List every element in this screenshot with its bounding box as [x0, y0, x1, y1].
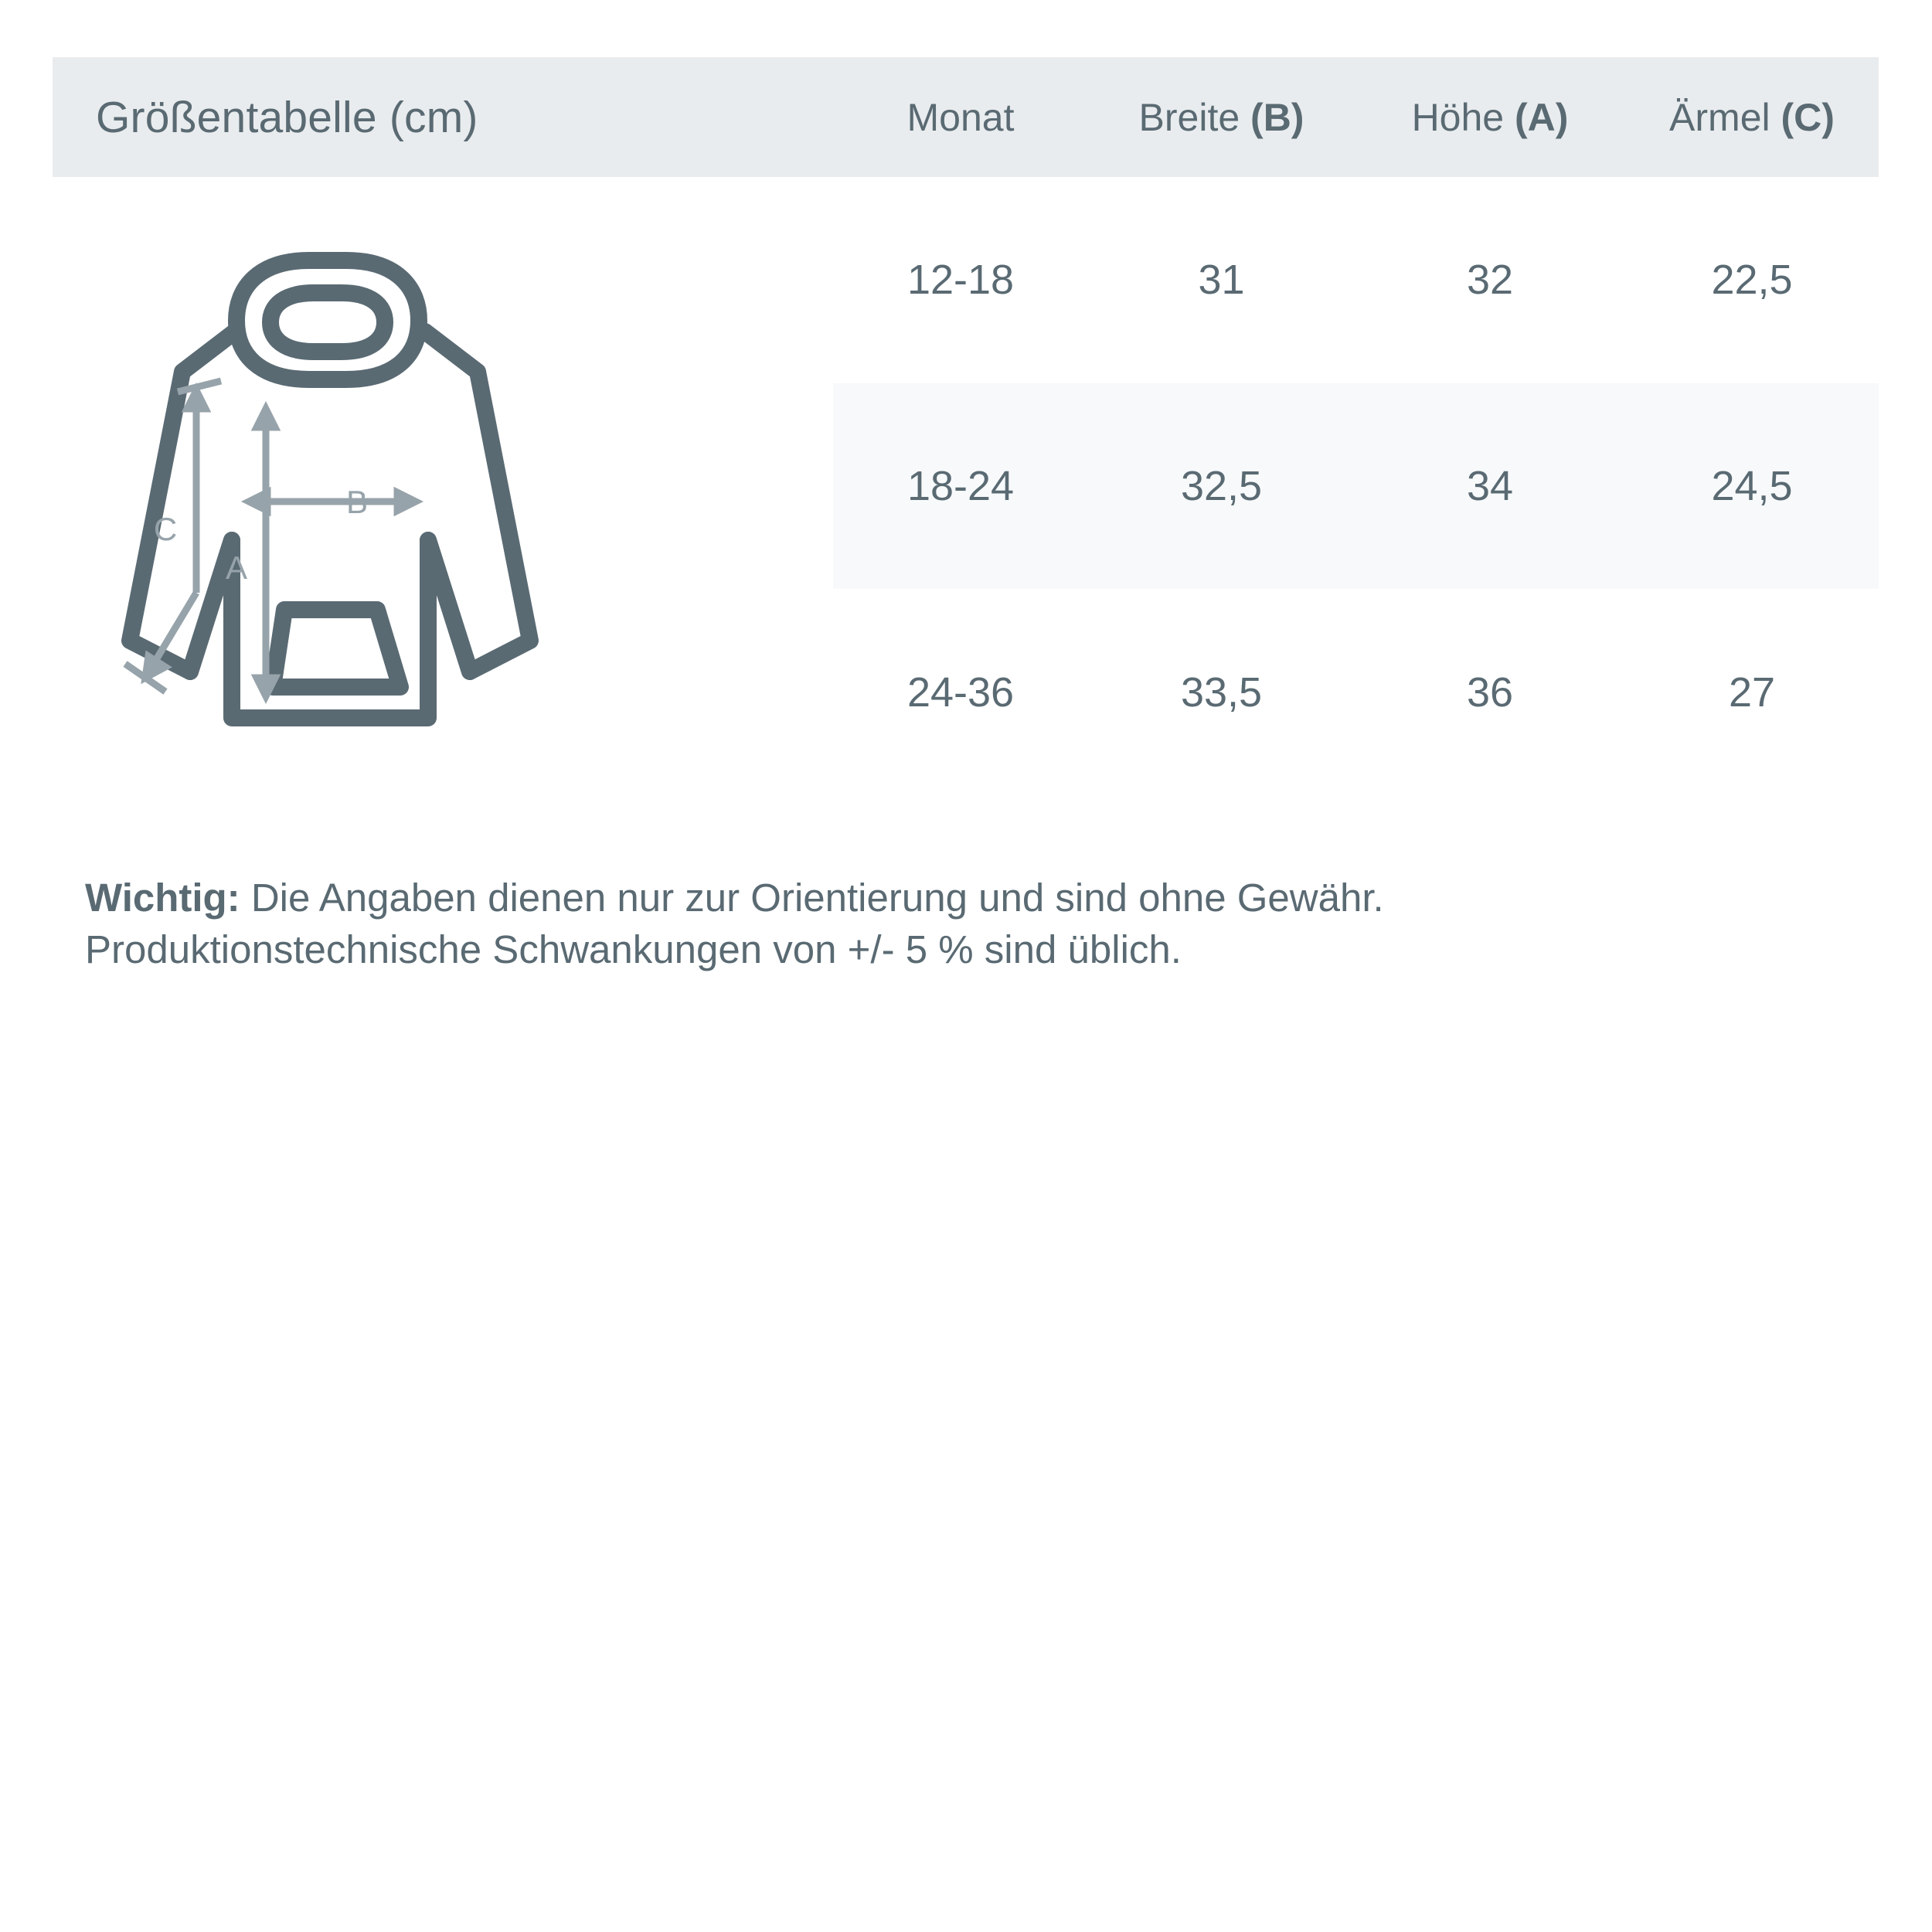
cell-sleeve: 22,5	[1625, 177, 1879, 383]
column-header-sleeve-letter: (C)	[1781, 95, 1835, 139]
footnote	[85, 872, 1832, 976]
cell-width: 32,5	[1088, 383, 1355, 590]
column-header-sleeve	[1625, 57, 1879, 177]
table-body	[53, 177, 1879, 795]
garment-illustration-cell	[53, 177, 833, 795]
cell-month: 12-18	[833, 177, 1088, 383]
cell-sleeve: 27	[1625, 589, 1879, 795]
page-title: Größentabelle (cm)	[96, 92, 478, 142]
table-header-row	[53, 57, 1879, 177]
cell-width: 31	[1088, 177, 1355, 383]
column-header-height	[1355, 57, 1625, 177]
label-c: C	[153, 511, 178, 547]
column-header-month-label: Monat	[906, 95, 1015, 139]
label-b: B	[345, 484, 369, 520]
column-header-month	[833, 57, 1088, 177]
hoodie-icon	[130, 260, 530, 718]
garment-illustration	[53, 177, 833, 795]
label-a: A	[225, 549, 248, 586]
column-header-height-label: Höhe	[1411, 95, 1515, 139]
cell-month: 24-36	[833, 589, 1088, 795]
cell-height: 34	[1355, 383, 1625, 590]
cell-height: 36	[1355, 589, 1625, 795]
cell-width: 33,5	[1088, 589, 1355, 795]
footnote-strong: Wichtig:	[85, 876, 240, 920]
cell-height: 32	[1355, 177, 1625, 383]
footnote-line1: Die Angaben dienen nur zur Orientierung und sind ohne Gewähr.	[240, 876, 1384, 920]
column-header-width	[1088, 57, 1355, 177]
footnote-line2: Produktionstechnische Schwankungen von +/- 5 % sind üblich.	[85, 927, 1182, 972]
table-row	[53, 177, 1879, 383]
cell-month: 18-24	[833, 383, 1088, 590]
size-chart-table	[53, 57, 1879, 795]
column-header-sleeve-label: Ärmel	[1669, 95, 1781, 139]
column-header-width-label: Breite	[1138, 95, 1251, 139]
column-header-width-letter: (B)	[1250, 95, 1304, 139]
table-header	[53, 57, 1879, 177]
column-header-height-letter: (A)	[1515, 95, 1569, 139]
cell-sleeve: 24,5	[1625, 383, 1879, 590]
hoodie-diagram-svg	[53, 177, 833, 795]
